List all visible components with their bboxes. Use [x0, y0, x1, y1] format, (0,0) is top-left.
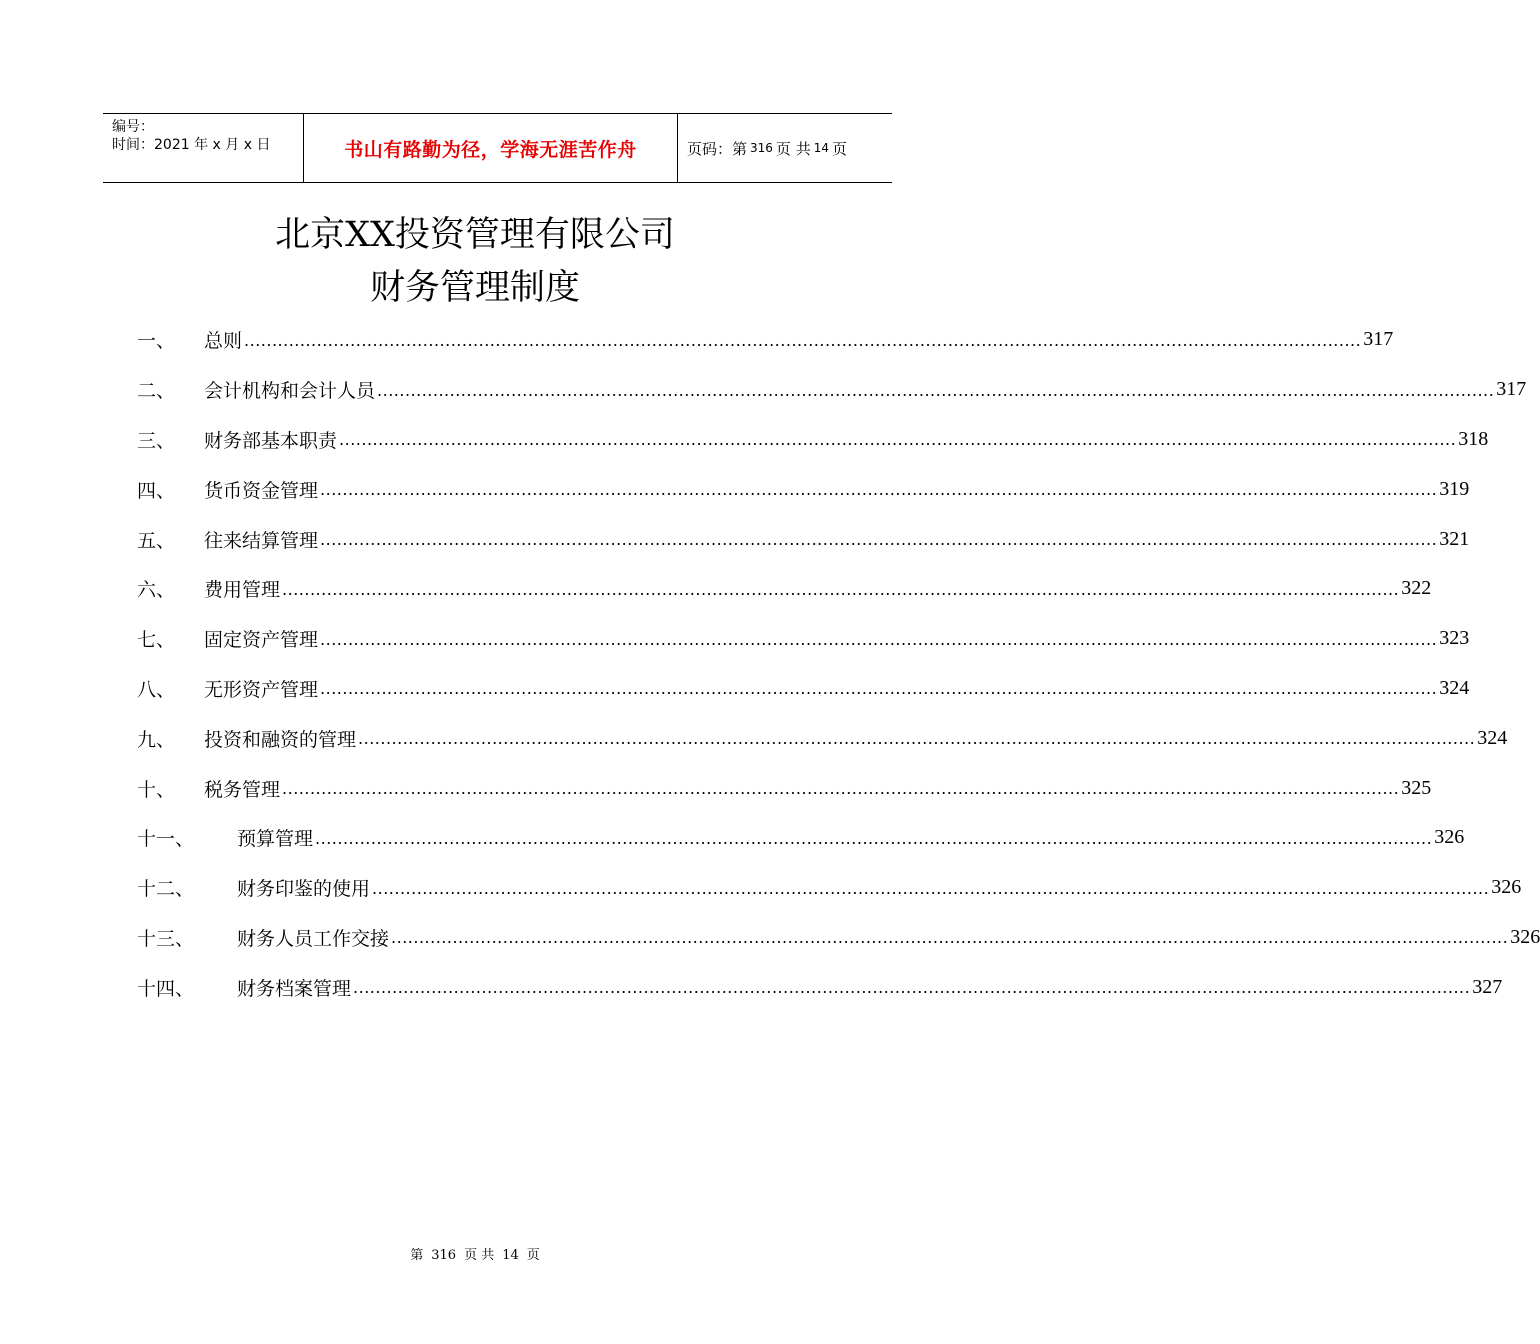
toc-entry-label: 无形资产管理 [204, 678, 319, 701]
toc-entry-number: 十、 [137, 778, 176, 801]
toc-entry-label: 财务部基本职责 [204, 429, 338, 452]
toc-leader-dots: ........................................................................................................................................................................................................ [377, 380, 1495, 400]
toc-leader-dots: ........................................................................................................................................................................................................ [320, 679, 1438, 699]
toc-entry-number: 十一、 [137, 828, 195, 851]
toc-leader-dots: ........................................................................................................................................................................................................ [244, 330, 1362, 350]
toc-entry-number: 十四、 [137, 977, 195, 1000]
header-page-number: 316 [750, 141, 773, 155]
footer-mid: 页 共 [464, 1248, 495, 1263]
footer-page: 316 [431, 1248, 457, 1263]
toc-entry[interactable] [137, 365, 1527, 415]
toc-entry[interactable] [137, 813, 1465, 863]
header-page-prefix: 页码：第 [687, 139, 748, 158]
toc-leader-dots: ........................................................................................................................................................................................................ [391, 928, 1509, 948]
toc-entry-number: 八、 [137, 678, 176, 701]
toc-entry-label: 费用管理 [204, 579, 281, 602]
toc-entry-page: 318 [1458, 427, 1489, 450]
toc-entry-number: 一、 [137, 330, 176, 353]
toc-entry-page: 322 [1401, 577, 1432, 600]
toc-entry-page: 326 [1434, 826, 1465, 849]
toc-leader-dots: ........................................................................................................................................................................................................ [372, 878, 1490, 898]
header-page-mid: 页 共 [775, 139, 811, 158]
toc-entry[interactable] [137, 863, 1522, 913]
toc-entry[interactable] [137, 564, 1432, 614]
toc-entry-label: 固定资产管理 [204, 629, 319, 652]
toc-entry-label: 财务人员工作交接 [237, 927, 390, 950]
toc-entry-page: 326 [1491, 876, 1522, 899]
toc-entry-number: 六、 [137, 579, 176, 602]
toc-entry-label: 会计机构和会计人员 [204, 380, 376, 403]
toc-entry-number: 二、 [137, 380, 176, 403]
toc-entry[interactable] [137, 614, 1470, 664]
page-footer [0, 1244, 950, 1263]
toc-entry-label: 财务档案管理 [237, 977, 352, 1000]
footer-prefix: 第 [410, 1248, 424, 1263]
header-page-suffix: 页 [831, 139, 847, 158]
time-label: 时间：2021 年 x 月 x 日 [112, 137, 271, 153]
toc-leader-dots: ........................................................................................................................................................................................................ [282, 778, 1400, 798]
toc-entry-page: 317 [1496, 378, 1527, 401]
toc-entry-label: 往来结算管理 [204, 529, 319, 552]
toc-entry-label: 预算管理 [237, 828, 314, 851]
toc-entry[interactable] [137, 464, 1470, 514]
toc-entry-label: 货币资金管理 [204, 479, 319, 502]
toc-entry-label: 税务管理 [204, 778, 281, 801]
toc-entry[interactable] [137, 664, 1470, 714]
toc-entry[interactable] [137, 713, 1508, 763]
footer-total: 14 [502, 1248, 519, 1263]
toc-leader-dots: ........................................................................................................................................................................................................ [315, 828, 1433, 848]
toc-leader-dots: ........................................................................................................................................................................................................ [282, 579, 1400, 599]
toc-entry-label: 投资和融资的管理 [204, 728, 357, 751]
table-of-contents [137, 315, 1540, 1012]
toc-entry-page: 326 [1510, 925, 1540, 948]
toc-entry[interactable] [137, 514, 1470, 564]
page-header [103, 113, 892, 183]
footer-suffix: 页 [526, 1248, 540, 1263]
toc-entry-page: 323 [1439, 627, 1470, 650]
toc-entry-number: 十二、 [137, 878, 195, 901]
toc-entry-number: 九、 [137, 728, 176, 751]
toc-entry-page: 317 [1363, 328, 1394, 351]
header-page-total: 14 [813, 141, 829, 155]
toc-entry[interactable] [137, 415, 1489, 465]
toc-entry[interactable] [137, 315, 1394, 365]
toc-entry-number: 四、 [137, 479, 176, 502]
document-subtitle: 财务管理制度 [369, 268, 580, 308]
toc-leader-dots: ........................................................................................................................................................................................................ [339, 430, 1457, 450]
toc-entry-page: 324 [1439, 676, 1470, 699]
toc-leader-dots: ........................................................................................................................................................................................................ [320, 629, 1438, 649]
toc-leader-dots: ........................................................................................................................................................................................................ [320, 480, 1438, 500]
toc-entry-number: 三、 [137, 429, 176, 452]
toc-entry-number: 五、 [137, 529, 176, 552]
toc-entry-page: 327 [1472, 975, 1503, 998]
toc-entry-page: 325 [1401, 776, 1432, 799]
toc-entry-label: 财务印鉴的使用 [237, 878, 371, 901]
toc-entry-number: 七、 [137, 629, 176, 652]
toc-entry[interactable] [137, 763, 1432, 813]
document-title: 北京XX投资管理有限公司 [275, 215, 675, 255]
header-page-info [678, 114, 892, 182]
code-label: 编号： [112, 119, 154, 135]
header-motto: 书山有路勤为径，学海无涯苦作舟 [304, 114, 678, 182]
header-meta [103, 114, 304, 182]
toc-leader-dots: ........................................................................................................................................................................................................ [358, 729, 1476, 749]
toc-entry[interactable] [137, 962, 1503, 1012]
toc-entry-page: 319 [1439, 477, 1470, 500]
toc-leader-dots: ........................................................................................................................................................................................................ [353, 978, 1471, 998]
toc-entry-number: 十三、 [137, 927, 195, 950]
toc-leader-dots: ........................................................................................................................................................................................................ [320, 529, 1438, 549]
toc-entry-page: 324 [1477, 726, 1508, 749]
toc-entry[interactable] [137, 913, 1540, 963]
toc-entry-page: 321 [1439, 527, 1470, 550]
toc-entry-label: 总则 [204, 330, 243, 353]
